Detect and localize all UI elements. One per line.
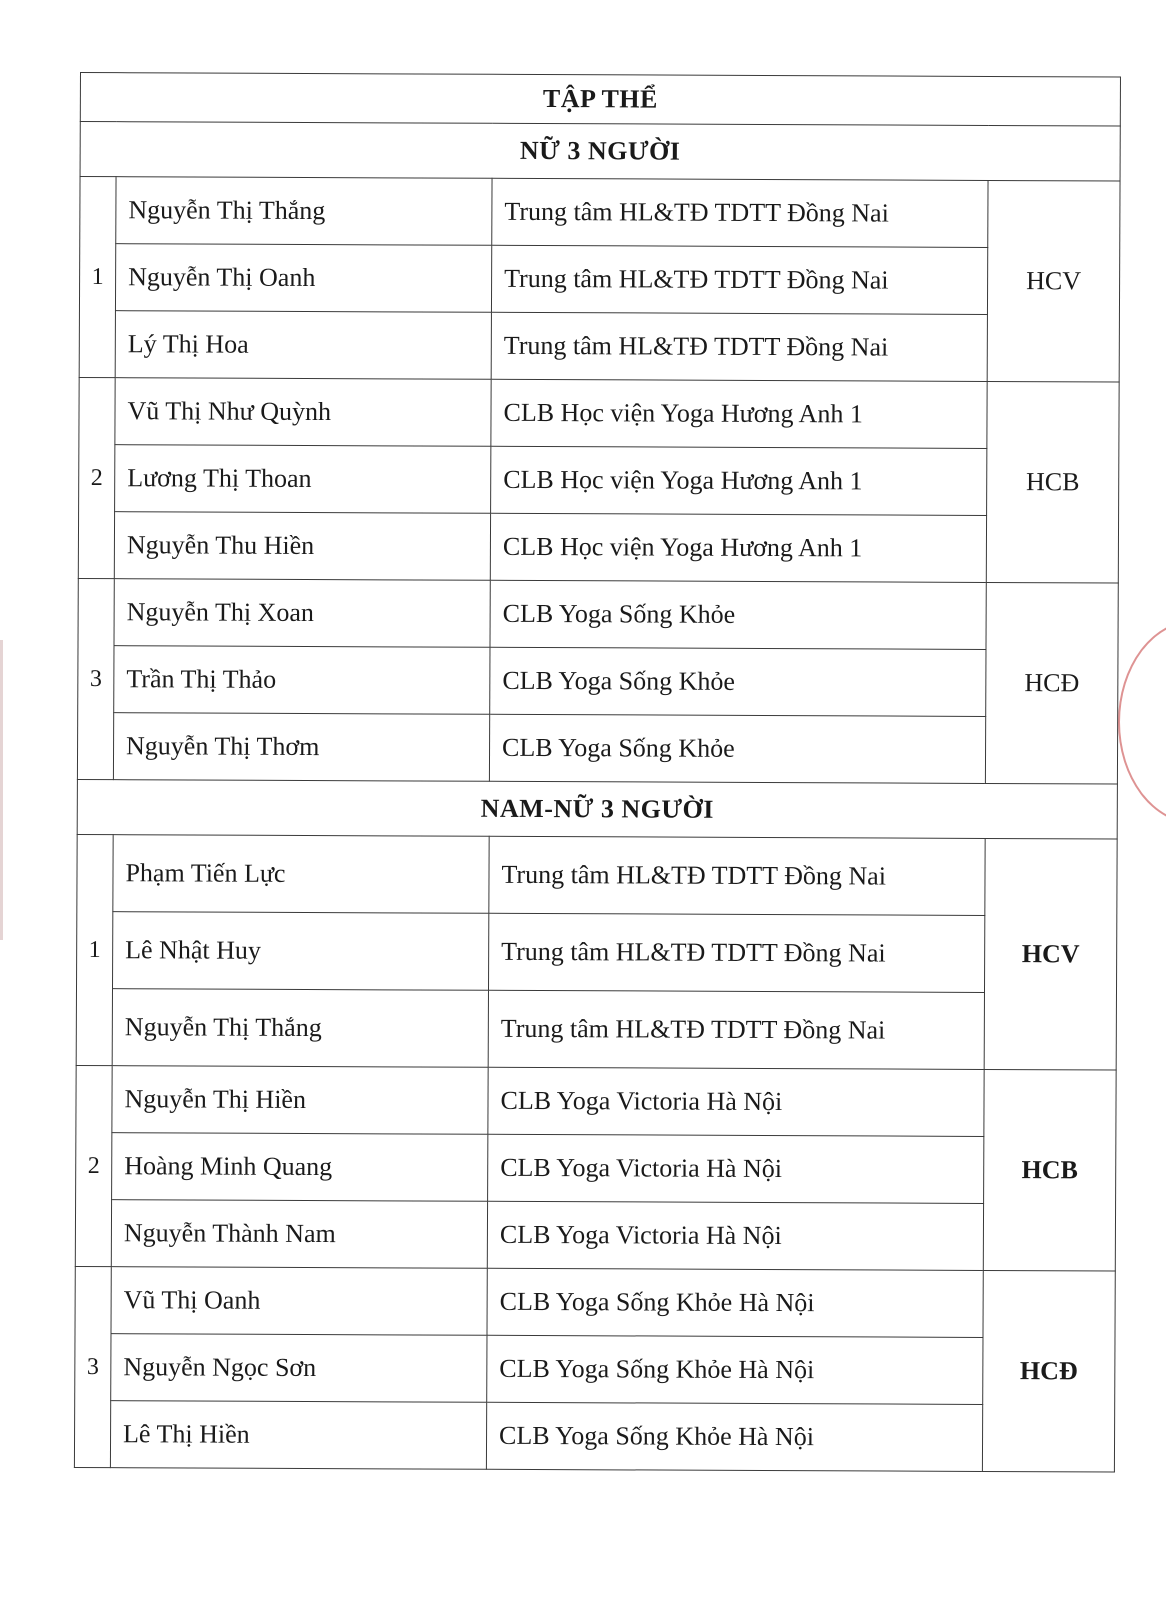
club-name: CLB Học viện Yoga Hương Anh 1 (491, 446, 987, 515)
red-seal-stamp (1118, 620, 1166, 824)
table-row (76, 1132, 1116, 1204)
club-name: CLB Yoga Sống Khỏe (490, 647, 986, 716)
athlete-name: Vũ Thị Oanh (111, 1267, 487, 1336)
club-name: Trung tâm HL&TĐ TDTT Đồng Nai (491, 312, 987, 381)
athlete-name: Nguyễn Thành Nam (111, 1200, 487, 1269)
athlete-name: Lương Thị Thoan (115, 445, 491, 514)
table-row (78, 578, 1118, 650)
table-row (77, 911, 1117, 993)
athlete-name: Nguyễn Thị Xoan (114, 579, 490, 648)
table-row (78, 645, 1118, 717)
athlete-name: Nguyễn Thị Thơm (113, 713, 489, 782)
medal-badge: HCV (984, 838, 1117, 1070)
table-row (75, 1333, 1115, 1405)
athlete-name: Lê Thị Hiền (110, 1401, 486, 1470)
athlete-name: Nguyễn Thu Hiền (114, 512, 490, 581)
team-number: 3 (77, 578, 114, 779)
results-table (74, 72, 1121, 1473)
club-name: Trung tâm HL&TĐ TDTT Đồng Nai (492, 178, 988, 247)
team-number: 3 (74, 1266, 111, 1467)
table-row (79, 244, 1119, 316)
athlete-name: Hoàng Minh Quang (112, 1133, 488, 1202)
medal-badge: HCĐ (985, 582, 1118, 784)
club-name: CLB Yoga Victoria Hà Nội (488, 1134, 984, 1203)
club-name: CLB Yoga Sống Khỏe Hà Nội (487, 1268, 983, 1337)
table-row (77, 834, 1117, 916)
athlete-name: Nguyễn Ngọc Sơn (111, 1334, 487, 1403)
medal-badge: HCV (987, 180, 1120, 382)
team-number: 1 (76, 834, 113, 1065)
section-heading-mixed-3: NAM-NỮ 3 NGƯỜI (77, 779, 1117, 839)
section-heading-women-3: NỮ 3 NGƯỜI (80, 122, 1120, 182)
club-name: CLB Học viện Yoga Hương Anh 1 (490, 513, 986, 582)
table-row (75, 1199, 1115, 1271)
athlete-name: Vũ Thị Như Quỳnh (115, 378, 491, 447)
table-row (75, 1266, 1115, 1338)
team-number: 1 (79, 177, 116, 378)
athlete-name: Nguyễn Thị Thắng (116, 177, 492, 246)
medal-badge: HCB (986, 381, 1119, 583)
table-title: TẬP THỂ (80, 73, 1120, 127)
table-row (80, 177, 1120, 249)
club-name: Trung tâm HL&TĐ TDTT Đồng Nai (488, 913, 984, 992)
athlete-name: Lý Thị Hoa (115, 311, 491, 380)
table-row (79, 377, 1119, 449)
athlete-name: Phạm Tiến Lực (113, 835, 489, 914)
athlete-name: Lê Nhật Huy (113, 912, 489, 991)
table-row (76, 988, 1116, 1070)
club-name: Trung tâm HL&TĐ TDTT Đồng Nai (489, 836, 985, 915)
table-row (79, 310, 1119, 382)
table-row (79, 444, 1119, 516)
club-name: CLB Yoga Sống Khỏe (490, 580, 986, 649)
club-name: Trung tâm HL&TĐ TDTT Đồng Nai (488, 990, 984, 1069)
page-edge-shadow (0, 640, 3, 940)
table-row (74, 1400, 1114, 1472)
athlete-name: Nguyễn Thị Hiền (112, 1066, 488, 1135)
club-name: CLB Yoga Sống Khỏe Hà Nội (486, 1402, 982, 1471)
athlete-name: Nguyễn Thị Oanh (115, 244, 491, 313)
club-name: CLB Yoga Victoria Hà Nội (488, 1067, 984, 1136)
team-number: 2 (78, 377, 115, 578)
club-name: CLB Học viện Yoga Hương Anh 1 (491, 379, 987, 448)
medal-badge: HCĐ (982, 1270, 1115, 1472)
table-row (77, 712, 1117, 784)
athlete-name: Nguyễn Thị Thắng (112, 989, 488, 1068)
club-name: Trung tâm HL&TĐ TDTT Đồng Nai (491, 245, 987, 314)
club-name: CLB Yoga Victoria Hà Nội (487, 1201, 983, 1270)
club-name: CLB Yoga Sống Khỏe Hà Nội (487, 1335, 983, 1404)
table-row (78, 511, 1118, 583)
club-name: CLB Yoga Sống Khỏe (489, 714, 985, 783)
team-number: 2 (75, 1065, 112, 1266)
medal-badge: HCB (983, 1069, 1116, 1271)
athlete-name: Trần Thị Thảo (114, 646, 490, 715)
table-row (76, 1065, 1116, 1137)
